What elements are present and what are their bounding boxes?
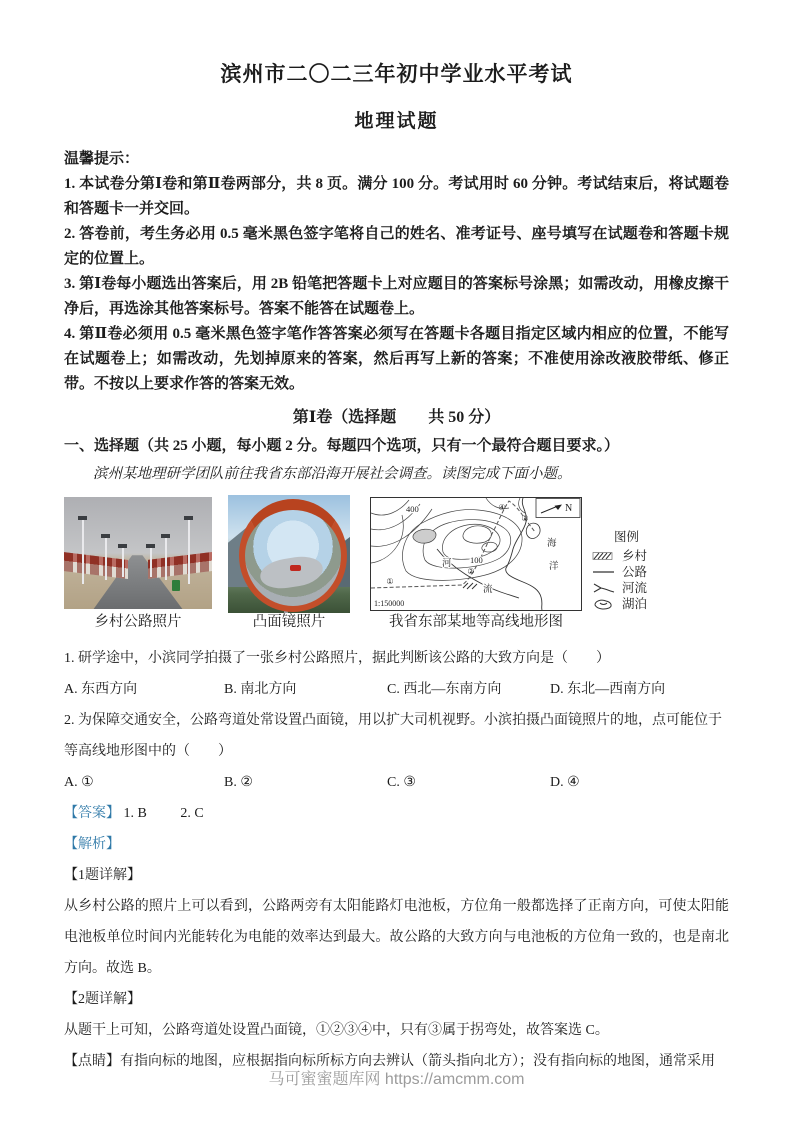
notice-item: 2. 答卷前，考生务必用 0.5 毫米黑色签字笔将自己的姓名、准考证号、座号填写在试题卷和答题卡规定的位置上。 bbox=[64, 226, 729, 267]
option-c: C. 西北—东南方向 bbox=[387, 682, 502, 697]
contour-map bbox=[370, 497, 582, 616]
streetlight-pole bbox=[105, 537, 107, 580]
option-d: D. 东北—西南方向 bbox=[550, 682, 666, 697]
question-2-stem: 2. 为保障交通安全，公路弯道处常设置凸面镜，用以扩大司机视野。小滨拍摄凸面镜照片的地，点可能位于等高线地形图中的（ ） bbox=[64, 713, 722, 759]
contour-map-svg bbox=[370, 497, 582, 611]
svg-text:400: 400 bbox=[406, 504, 419, 514]
streetlight-pole bbox=[165, 537, 167, 580]
option-a: A. 东西方向 bbox=[64, 682, 138, 697]
svg-text:海: 海 bbox=[547, 539, 557, 549]
legend-title: 图例 bbox=[614, 530, 640, 544]
tip-label: 【点睛】 bbox=[64, 1054, 120, 1069]
svg-text:N: N bbox=[565, 503, 573, 514]
photo2-caption: 凸面镜照片 bbox=[252, 614, 326, 630]
analysis-label: 【解析】 bbox=[64, 837, 120, 852]
svg-text:④: ④ bbox=[498, 503, 506, 512]
island-shape bbox=[526, 523, 540, 538]
notice-item: 3. 第Ⅰ卷每小题选出答案后，用 2B 铅笔把答题卡上对应题目的答案标号涂黑；如需改动，用橡皮擦干净后，再选涂其他答案标号。答案不能答在试题卷上。 bbox=[64, 276, 729, 317]
north-arrow-icon bbox=[536, 499, 580, 518]
option-c: C. ③ bbox=[387, 775, 416, 790]
legend-item-lake bbox=[592, 596, 722, 612]
streetlight-pole bbox=[188, 519, 190, 584]
option-a: A. ① bbox=[64, 775, 94, 790]
svg-text:②: ② bbox=[467, 567, 475, 576]
river-arrow-icon bbox=[592, 581, 616, 595]
legend-item-village bbox=[592, 548, 722, 564]
tip-text: 有指向标的地图，应根据指向标所标方向去辨认（箭头指向北方）；没有指向标的地图，通常采用 bbox=[120, 1054, 715, 1069]
detail-2-label: 【2题详解】 bbox=[64, 992, 141, 1007]
legend-item-river bbox=[592, 580, 722, 596]
village-hatch-icon bbox=[592, 549, 616, 563]
subject-subtitle: 地理试题 bbox=[354, 111, 439, 132]
site-watermark: 马可蜜蜜题库网 https://amcmm.com bbox=[268, 1071, 525, 1088]
red-roof-buildings-right bbox=[148, 552, 212, 579]
streetlight-pole bbox=[122, 547, 124, 576]
questions-block bbox=[64, 643, 729, 798]
red-car bbox=[290, 565, 301, 571]
option-b: B. 南北方向 bbox=[224, 682, 297, 697]
part-heading: 一、选择题（共 25 小题，每小题 2 分。每题四个选项，只有一个最符合题目要求。） bbox=[64, 438, 620, 454]
streetlight-pole bbox=[150, 547, 152, 576]
svg-text:洋: 洋 bbox=[549, 562, 559, 572]
convex-mirror bbox=[239, 499, 347, 612]
photo1-caption: 乡村公路照片 bbox=[94, 614, 182, 630]
solution-block bbox=[64, 798, 729, 1077]
red-roof-buildings-left bbox=[64, 552, 128, 579]
detail-1-label: 【1题详解】 bbox=[64, 868, 141, 883]
legend-label: 公路 bbox=[622, 565, 648, 579]
legend-label: 乡村 bbox=[622, 549, 648, 563]
question-1-stem: 1. 研学途中，小滨同学拍摄了一张乡村公路照片，据此判断该公路的大致方向是（ ） bbox=[64, 651, 610, 666]
convex-mirror-photo bbox=[228, 495, 350, 613]
notice-item: 4. 第Ⅱ卷必须用 0.5 毫米黑色签字笔作答答案必须写在答题卡各题目指定区域内相应的位置，不能写在试题卷上；如需改动，先划掉原来的答案，然后再写上新的答案；不准使用涂改液胶带纸、修正带。不按以上要求作答的答案无效。 bbox=[64, 326, 729, 392]
notice-heading: 温馨提示： bbox=[64, 151, 140, 167]
question-1-options bbox=[64, 674, 729, 705]
legend-label: 河流 bbox=[622, 581, 648, 595]
svg-text:③: ③ bbox=[521, 514, 529, 523]
figure-strip bbox=[64, 493, 729, 639]
answer-value: 1. B bbox=[123, 806, 147, 821]
notice-item: 1. 本试卷分第Ⅰ卷和第Ⅱ卷两部分，共 8 页。满分 100 分。考试用时 60 分钟。考试结束后，将试题卷和答题卡一并交回。 bbox=[64, 176, 729, 217]
svg-text:流: 流 bbox=[483, 585, 493, 595]
mirrored-road bbox=[258, 553, 325, 591]
option-b: B. ② bbox=[224, 775, 253, 790]
option-d: D. ④ bbox=[550, 775, 580, 790]
svg-text:河: 河 bbox=[442, 559, 452, 569]
streetlight-pole bbox=[82, 519, 84, 584]
answer-value: 2. C bbox=[180, 806, 204, 821]
svg-text:100: 100 bbox=[470, 555, 483, 565]
svg-text:①: ① bbox=[386, 577, 394, 586]
question-group-intro: 滨州某地理研学团队前往我省东部沿海开展社会调查。读图完成下面小题。 bbox=[93, 466, 572, 482]
map-scale-label: 1:150000 bbox=[374, 599, 405, 608]
detail-1-text: 从乡村公路的照片上可以看到，公路两旁有太阳能路灯电池板，方位角一般都选择了正南方向，可使太阳能电池板单位时间内光能转化为电能的效率达到最大。故公路的大致方向与电池板的方位角一致的，也是南北方向。故选 B。 bbox=[64, 899, 729, 976]
legend-label: 湖泊 bbox=[622, 597, 648, 611]
exam-notice bbox=[64, 147, 729, 397]
answer-label: 【答案】 bbox=[64, 806, 120, 821]
map-legend bbox=[592, 529, 722, 612]
page-title: 滨州市二〇二三年初中学业水平考试 bbox=[220, 62, 573, 86]
trash-bin bbox=[172, 580, 180, 591]
question-2-options bbox=[64, 767, 729, 798]
rural-road-photo bbox=[64, 497, 212, 609]
answer-line bbox=[64, 798, 729, 829]
map-caption: 我省东部某地等高线地形图 bbox=[389, 614, 563, 630]
road-line-icon bbox=[592, 565, 616, 579]
volume-heading: 第Ⅰ卷（选择题 共 50 分） bbox=[292, 409, 501, 426]
legend-item-road bbox=[592, 564, 722, 580]
detail-2-text: 从题干上可知，公路弯道处设置凸面镜，①②③④中，只有③属于拐弯处，故答案选 C。 bbox=[64, 1023, 609, 1038]
lake-shape-icon bbox=[592, 597, 616, 611]
